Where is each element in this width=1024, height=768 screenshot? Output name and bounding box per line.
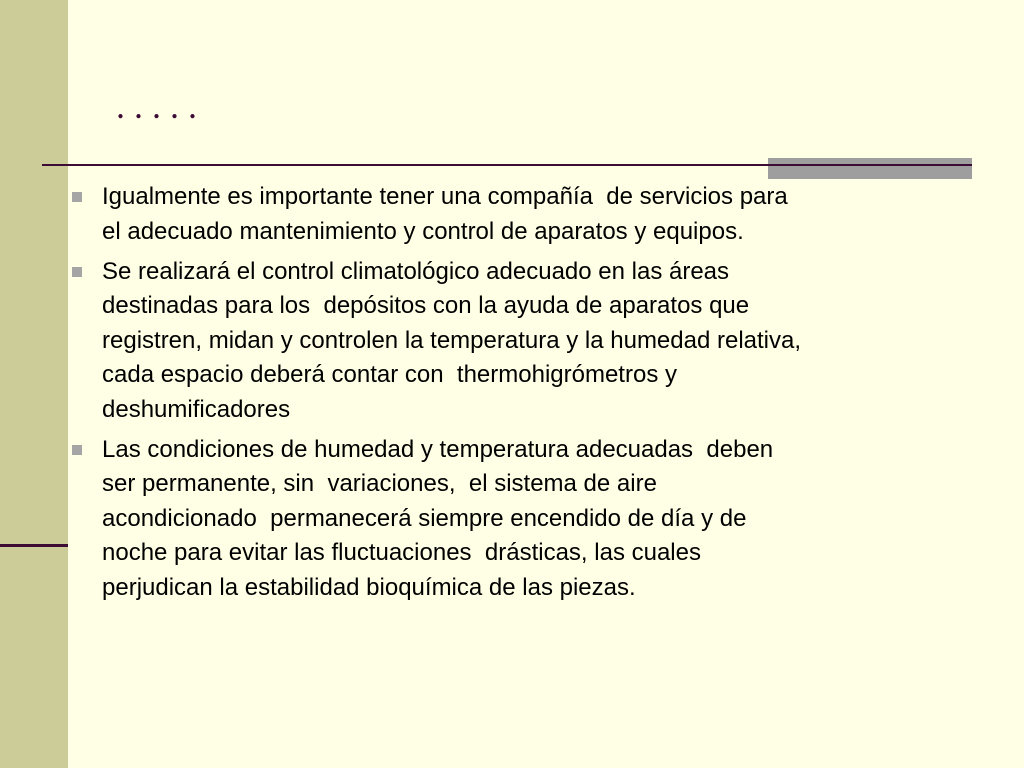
- bullet-square-icon: [72, 267, 82, 277]
- bullet-text-line: noche para evitar las fluctuaciones drásticas, las cuales: [102, 539, 701, 566]
- bullet-text-line: Igualmente es importante tener una compañía de servicios para: [102, 183, 788, 210]
- sidebar-rule: [0, 544, 68, 547]
- slide-title: . . . . .: [116, 86, 197, 126]
- bullet-text-line: ser permanente, sin variaciones, el sistema de aire: [102, 470, 657, 497]
- bullet-text-line: cada espacio deberá contar con thermohigrómetros y: [102, 361, 677, 388]
- title-divider: [42, 164, 972, 166]
- bullet-text-line: destinadas para los depósitos con la ayuda de aparatos que: [102, 292, 750, 319]
- bullet-text-line: perjudican la estabilidad bioquímica de las piezas.: [102, 573, 636, 601]
- bullet-item: [102, 255, 1002, 428]
- bullet-text-line: Las condiciones de humedad y temperatura adecuadas deben: [102, 435, 774, 463]
- bullet-text-line: el adecuado mantenimiento y control de aparatos y equipos.: [102, 217, 744, 245]
- bullet-list: [102, 180, 1002, 605]
- bullet-text-line: Se realizará el control climatológico adecuado en las áreas: [102, 257, 730, 285]
- bullet-square-icon: [72, 445, 82, 455]
- title-accent-bar: [768, 158, 972, 179]
- bullet-text-line: registren, midan y controlen la temperatura y la humedad relativa,: [102, 326, 802, 354]
- sidebar-band: [0, 0, 68, 768]
- bullet-item: [102, 433, 1002, 606]
- bullet-text-line: deshumificadores: [102, 395, 291, 423]
- bullet-item: [102, 180, 1002, 249]
- bullet-text-line: acondicionado permanecerá siempre encendido de día y de: [102, 504, 747, 532]
- bullet-square-icon: [72, 192, 82, 202]
